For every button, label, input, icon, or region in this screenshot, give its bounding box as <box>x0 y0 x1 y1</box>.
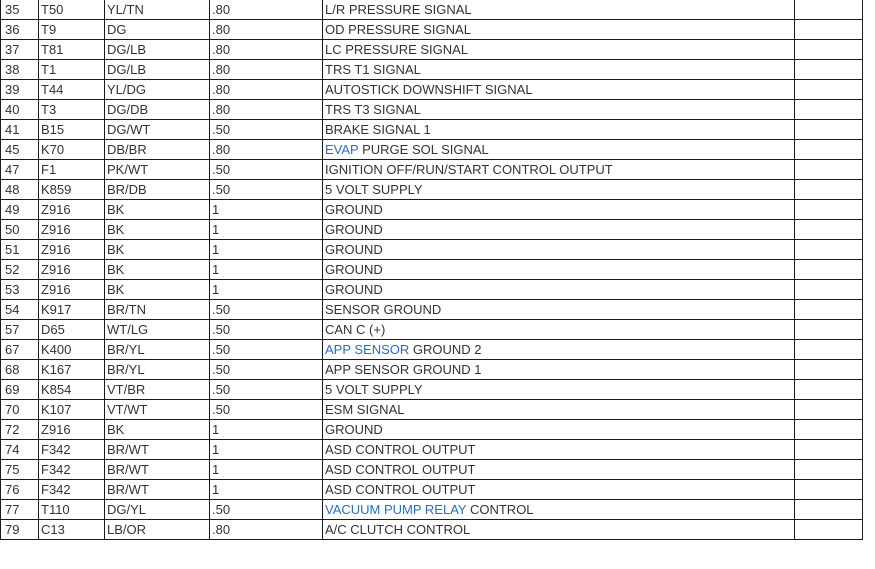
wire-gauge-cell: .50 <box>210 500 323 520</box>
wire-color-cell: DG <box>105 20 210 40</box>
function-text: GROUND 2 <box>409 342 482 358</box>
cavity-cell: 49 <box>1 200 39 220</box>
option-cell <box>795 400 863 420</box>
wire-gauge-cell: 1 <box>210 460 323 480</box>
function-cell <box>323 320 795 340</box>
wire-gauge-cell: .80 <box>210 0 323 20</box>
wire-color-cell: DG/DB <box>105 100 210 120</box>
circuit-cell: K859 <box>39 180 105 200</box>
cavity-cell: 67 <box>1 340 39 360</box>
option-cell <box>795 300 863 320</box>
function-cell <box>323 80 795 100</box>
wire-gauge-cell: .50 <box>210 380 323 400</box>
function-text: ASD CONTROL OUTPUT <box>325 482 476 498</box>
option-cell <box>795 280 863 300</box>
option-cell <box>795 120 863 140</box>
table-row <box>1 180 863 200</box>
function-link[interactable]: VACUUM PUMP RELAY <box>325 502 467 518</box>
table-row <box>1 100 863 120</box>
wire-gauge-cell: 1 <box>210 260 323 280</box>
cavity-cell: 75 <box>1 460 39 480</box>
table-row <box>1 460 863 480</box>
function-cell <box>323 200 795 220</box>
wire-color-cell: VT/WT <box>105 400 210 420</box>
function-cell <box>323 20 795 40</box>
option-cell <box>795 460 863 480</box>
wire-color-cell: BR/WT <box>105 440 210 460</box>
cavity-cell: 72 <box>1 420 39 440</box>
function-cell <box>323 160 795 180</box>
circuit-cell: F342 <box>39 460 105 480</box>
wire-gauge-cell: .80 <box>210 40 323 60</box>
cavity-cell: 51 <box>1 240 39 260</box>
table-row <box>1 120 863 140</box>
circuit-cell: Z916 <box>39 240 105 260</box>
wire-color-cell: BK <box>105 240 210 260</box>
option-cell <box>795 140 863 160</box>
wire-color-cell: PK/WT <box>105 160 210 180</box>
wire-color-cell: YL/TN <box>105 0 210 20</box>
wire-color-cell: LB/OR <box>105 520 210 540</box>
function-cell <box>323 0 795 20</box>
wire-color-cell: BK <box>105 260 210 280</box>
wire-color-cell: BR/YL <box>105 360 210 380</box>
table-row <box>1 320 863 340</box>
table-row <box>1 240 863 260</box>
table-row <box>1 280 863 300</box>
function-text: GROUND <box>325 422 383 438</box>
function-text: A/C CLUTCH CONTROL <box>325 522 471 538</box>
table-row <box>1 440 863 460</box>
pin-rows <box>1 0 863 540</box>
function-cell <box>323 140 795 160</box>
circuit-cell: T110 <box>39 500 105 520</box>
function-cell <box>323 520 795 540</box>
circuit-cell: T1 <box>39 60 105 80</box>
cavity-cell: 79 <box>1 520 39 540</box>
cavity-cell: 52 <box>1 260 39 280</box>
circuit-cell: Z916 <box>39 220 105 240</box>
option-cell <box>795 420 863 440</box>
circuit-cell: T3 <box>39 100 105 120</box>
circuit-cell: K70 <box>39 140 105 160</box>
wire-gauge-cell: .80 <box>210 520 323 540</box>
circuit-cell: Z916 <box>39 420 105 440</box>
cavity-cell: 77 <box>1 500 39 520</box>
option-cell <box>795 160 863 180</box>
cavity-cell: 76 <box>1 480 39 500</box>
option-cell <box>795 360 863 380</box>
function-cell <box>323 360 795 380</box>
function-cell <box>323 260 795 280</box>
option-cell <box>795 340 863 360</box>
circuit-cell: T9 <box>39 20 105 40</box>
table-row <box>1 480 863 500</box>
wire-gauge-cell: .80 <box>210 60 323 80</box>
function-cell <box>323 300 795 320</box>
function-cell <box>323 220 795 240</box>
circuit-cell: F1 <box>39 160 105 180</box>
table-row <box>1 380 863 400</box>
function-text: L/R PRESSURE SIGNAL <box>325 2 472 18</box>
wire-color-cell: DG/WT <box>105 120 210 140</box>
wire-gauge-cell: .50 <box>210 180 323 200</box>
table-row <box>1 300 863 320</box>
wire-gauge-cell: 1 <box>210 220 323 240</box>
option-cell <box>795 180 863 200</box>
option-cell <box>795 500 863 520</box>
function-text: ESM SIGNAL <box>325 402 405 418</box>
table-row <box>1 40 863 60</box>
wire-color-cell: BK <box>105 280 210 300</box>
circuit-cell: K854 <box>39 380 105 400</box>
circuit-cell: K167 <box>39 360 105 380</box>
table-row <box>1 60 863 80</box>
table-row <box>1 80 863 100</box>
option-cell <box>795 320 863 340</box>
function-cell <box>323 340 795 360</box>
wire-gauge-cell: .80 <box>210 80 323 100</box>
wire-gauge-cell: .50 <box>210 160 323 180</box>
option-cell <box>795 60 863 80</box>
circuit-cell: F342 <box>39 480 105 500</box>
cavity-cell: 41 <box>1 120 39 140</box>
option-cell <box>795 40 863 60</box>
wire-color-cell: BK <box>105 220 210 240</box>
function-text: PURGE SOL SIGNAL <box>358 142 489 158</box>
function-cell <box>323 120 795 140</box>
option-cell <box>795 220 863 240</box>
function-text: GROUND <box>325 222 383 238</box>
wire-gauge-cell: 1 <box>210 240 323 260</box>
function-text: 5 VOLT SUPPLY <box>325 382 423 398</box>
function-cell <box>323 440 795 460</box>
function-cell <box>323 60 795 80</box>
table-row <box>1 160 863 180</box>
cavity-cell: 38 <box>1 60 39 80</box>
function-text: IGNITION OFF/RUN/START CONTROL OUTPUT <box>325 162 613 178</box>
function-cell <box>323 40 795 60</box>
wire-color-cell: DG/YL <box>105 500 210 520</box>
cavity-cell: 39 <box>1 80 39 100</box>
wire-color-cell: BR/DB <box>105 180 210 200</box>
option-cell <box>795 240 863 260</box>
wire-color-cell: BR/YL <box>105 340 210 360</box>
cavity-cell: 57 <box>1 320 39 340</box>
option-cell <box>795 260 863 280</box>
option-cell <box>795 200 863 220</box>
option-cell <box>795 520 863 540</box>
circuit-cell: K107 <box>39 400 105 420</box>
wire-gauge-cell: .80 <box>210 20 323 40</box>
function-text: TRS T3 SIGNAL <box>325 102 421 118</box>
circuit-cell: T50 <box>39 0 105 20</box>
wire-gauge-cell: .50 <box>210 400 323 420</box>
function-text: ASD CONTROL OUTPUT <box>325 442 476 458</box>
circuit-cell: T44 <box>39 80 105 100</box>
function-text: BRAKE SIGNAL 1 <box>325 122 431 138</box>
cavity-cell: 50 <box>1 220 39 240</box>
function-cell <box>323 460 795 480</box>
circuit-cell: T81 <box>39 40 105 60</box>
function-text: GROUND <box>325 242 383 258</box>
function-text: 5 VOLT SUPPLY <box>325 182 423 198</box>
circuit-cell: Z916 <box>39 280 105 300</box>
wire-gauge-cell: .80 <box>210 140 323 160</box>
wire-gauge-cell: 1 <box>210 440 323 460</box>
cavity-cell: 70 <box>1 400 39 420</box>
cavity-cell: 47 <box>1 160 39 180</box>
table-row <box>1 260 863 280</box>
wire-color-cell: DB/BR <box>105 140 210 160</box>
wire-gauge-cell: .80 <box>210 100 323 120</box>
circuit-cell: Z916 <box>39 260 105 280</box>
option-cell <box>795 100 863 120</box>
option-cell <box>795 0 863 20</box>
wire-color-cell: BK <box>105 420 210 440</box>
function-text: CONTROL <box>466 502 534 518</box>
option-cell <box>795 380 863 400</box>
function-text: GROUND <box>325 202 383 218</box>
circuit-cell: F342 <box>39 440 105 460</box>
function-link[interactable]: APP SENSOR <box>325 342 410 358</box>
circuit-cell: B15 <box>39 120 105 140</box>
function-text: LC PRESSURE SIGNAL <box>325 42 469 58</box>
cavity-cell: 45 <box>1 140 39 160</box>
function-cell <box>323 500 795 520</box>
wire-gauge-cell: .50 <box>210 360 323 380</box>
cavity-cell: 40 <box>1 100 39 120</box>
wire-gauge-cell: .50 <box>210 320 323 340</box>
option-cell <box>795 440 863 460</box>
function-link[interactable]: EVAP <box>325 142 359 158</box>
circuit-cell: D65 <box>39 320 105 340</box>
function-text: OD PRESSURE SIGNAL <box>325 22 471 38</box>
table-row <box>1 520 863 540</box>
function-cell <box>323 480 795 500</box>
cavity-cell: 53 <box>1 280 39 300</box>
circuit-cell: K917 <box>39 300 105 320</box>
circuit-cell: C13 <box>39 520 105 540</box>
function-cell <box>323 380 795 400</box>
wire-color-cell: YL/DG <box>105 80 210 100</box>
cavity-cell: 74 <box>1 440 39 460</box>
cavity-cell: 54 <box>1 300 39 320</box>
wire-color-cell: BR/WT <box>105 460 210 480</box>
circuit-cell: K400 <box>39 340 105 360</box>
function-text: APP SENSOR GROUND 1 <box>325 362 482 378</box>
wire-gauge-cell: .50 <box>210 340 323 360</box>
wire-color-cell: WT/LG <box>105 320 210 340</box>
option-cell <box>795 20 863 40</box>
function-cell <box>323 280 795 300</box>
function-cell <box>323 420 795 440</box>
cavity-cell: 37 <box>1 40 39 60</box>
option-cell <box>795 480 863 500</box>
table-row <box>1 340 863 360</box>
function-text: GROUND <box>325 282 383 298</box>
function-text: ASD CONTROL OUTPUT <box>325 462 476 478</box>
function-text: GROUND <box>325 262 383 278</box>
circuit-cell: Z916 <box>39 200 105 220</box>
table-row <box>1 220 863 240</box>
wire-color-cell: DG/LB <box>105 40 210 60</box>
table-row <box>1 360 863 380</box>
cavity-cell: 48 <box>1 180 39 200</box>
function-text: AUTOSTICK DOWNSHIFT SIGNAL <box>325 82 533 98</box>
wire-gauge-cell: 1 <box>210 480 323 500</box>
table-row <box>1 200 863 220</box>
function-cell <box>323 180 795 200</box>
function-cell <box>323 100 795 120</box>
table-row <box>1 0 863 20</box>
cavity-cell: 69 <box>1 380 39 400</box>
cavity-cell: 36 <box>1 20 39 40</box>
wire-gauge-cell: .50 <box>210 120 323 140</box>
table-row <box>1 140 863 160</box>
wire-color-cell: BR/WT <box>105 480 210 500</box>
wire-gauge-cell: 1 <box>210 280 323 300</box>
cavity-cell: 68 <box>1 360 39 380</box>
cavity-cell: 35 <box>1 0 39 20</box>
table-row <box>1 500 863 520</box>
function-text: SENSOR GROUND <box>325 302 442 318</box>
function-text: TRS T1 SIGNAL <box>325 62 421 78</box>
wire-color-cell: BR/TN <box>105 300 210 320</box>
wire-gauge-cell: 1 <box>210 420 323 440</box>
wire-gauge-cell: .50 <box>210 300 323 320</box>
table-row <box>1 20 863 40</box>
wire-gauge-cell: 1 <box>210 200 323 220</box>
wire-color-cell: DG/LB <box>105 60 210 80</box>
function-cell <box>323 240 795 260</box>
function-cell <box>323 400 795 420</box>
table-row <box>1 400 863 420</box>
table-row <box>1 420 863 440</box>
function-text: CAN C (+) <box>325 322 386 338</box>
wire-color-cell: BK <box>105 200 210 220</box>
option-cell <box>795 80 863 100</box>
wire-color-cell: VT/BR <box>105 380 210 400</box>
